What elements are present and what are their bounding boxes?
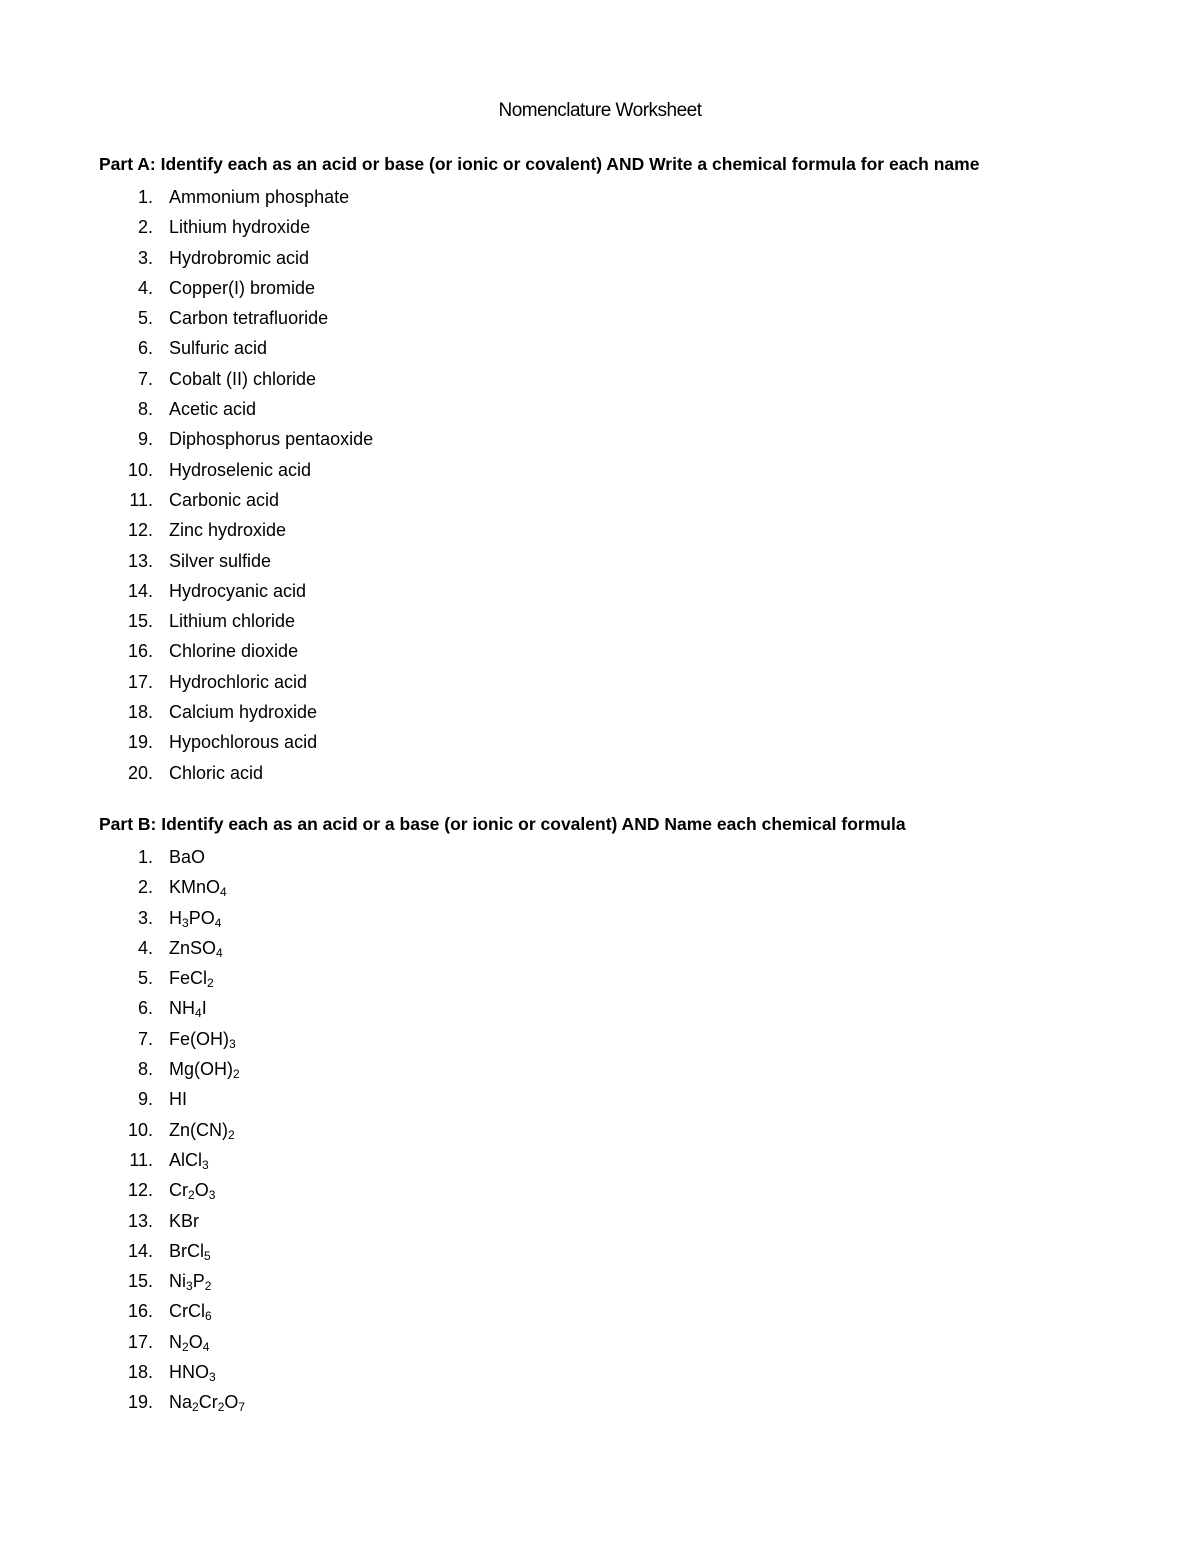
compound-name: Zinc hydroxide <box>169 520 287 541</box>
item-number: 5. <box>137 308 153 329</box>
item-number: 12. <box>127 520 153 541</box>
chemical-formula <box>169 963 214 993</box>
item-number: 20. <box>127 762 153 783</box>
formula-subscript: 6 <box>205 1309 212 1324</box>
formula-segment: FeCl <box>169 968 208 989</box>
item-number: 18. <box>127 702 153 723</box>
formula-subscript: 2 <box>182 1339 189 1354</box>
formula-segment: O <box>224 1392 239 1413</box>
item-number: 4. <box>137 277 153 298</box>
item-number: 3. <box>137 907 153 928</box>
item-number: 9. <box>137 1089 153 1110</box>
compound-name: Chloric acid <box>169 762 264 783</box>
part-a-item <box>0 212 1200 242</box>
item-number: 15. <box>127 1271 153 1292</box>
part-a-item <box>0 243 1200 273</box>
formula-segment: PO <box>188 907 215 928</box>
formula-subscript: 3 <box>186 1279 193 1294</box>
part-a-item <box>0 758 1200 788</box>
compound-name: Sulfuric acid <box>169 338 268 359</box>
compound-name: Hydroselenic acid <box>169 459 312 480</box>
item-number: 2. <box>137 217 153 238</box>
compound-name: Diphosphorus pentaoxide <box>169 429 374 450</box>
part-b-item <box>0 1266 1200 1296</box>
item-number: 10. <box>127 1119 153 1140</box>
compound-name: Hydrochloric acid <box>169 671 308 692</box>
item-number: 16. <box>127 641 153 662</box>
part-b-item <box>0 1024 1200 1054</box>
formula-segment: CrCl <box>169 1301 205 1322</box>
item-number: 7. <box>137 1028 153 1049</box>
item-number: 16. <box>127 1301 153 1322</box>
chemical-formula <box>169 903 221 933</box>
compound-name: Acetic acid <box>169 399 257 420</box>
chemical-formula <box>169 1084 187 1114</box>
compound-name: Hypochlorous acid <box>169 732 318 753</box>
compound-name: Ammonium phosphate <box>169 187 350 207</box>
item-number: 17. <box>127 1331 153 1352</box>
formula-subscript: 2 <box>188 1188 195 1203</box>
part-b-item <box>0 1054 1200 1084</box>
formula-segment: N <box>169 1331 182 1352</box>
part-b-item <box>0 1236 1200 1266</box>
part-a-heading: Part A: Identify each as an acid or base (or ionic or covalent) AND Write a chemical formula for each name <box>99 154 980 174</box>
chemical-formula <box>169 933 223 963</box>
part-b-item <box>0 872 1200 902</box>
item-number: 19. <box>127 732 153 753</box>
part-b-item <box>0 963 1200 993</box>
item-number: 13. <box>127 550 153 571</box>
formula-segment: BrCl <box>169 1240 204 1261</box>
item-number: 2. <box>137 877 153 898</box>
part-b-item <box>0 933 1200 963</box>
part-a-item <box>0 546 1200 576</box>
compound-name: Carbonic acid <box>169 489 280 510</box>
item-number: 1. <box>137 847 153 867</box>
item-number: 4. <box>137 937 153 958</box>
part-b-item <box>0 1296 1200 1326</box>
formula-subscript: 4 <box>195 1006 202 1021</box>
formula-subscript: 2 <box>217 1400 225 1415</box>
formula-subscript: 2 <box>207 976 214 991</box>
part-a-item <box>0 667 1200 697</box>
compound-name: Calcium hydroxide <box>169 702 318 723</box>
chemical-formula <box>169 842 205 872</box>
item-number: 6. <box>137 338 153 359</box>
part-a-item <box>0 424 1200 454</box>
compound-name: Silver sulfide <box>169 550 272 571</box>
formula-segment: Na <box>169 1392 193 1413</box>
compound-name: Cobalt (II) chloride <box>169 368 317 389</box>
part-b-item <box>0 842 1200 872</box>
item-number: 12. <box>127 1180 153 1201</box>
chemical-formula <box>169 1175 215 1205</box>
chemical-formula <box>169 872 227 902</box>
formula-subscript: 7 <box>238 1400 246 1415</box>
chemical-formula <box>169 1266 211 1296</box>
formula-subscript: 3 <box>208 1188 216 1203</box>
part-b-item <box>0 1145 1200 1175</box>
item-number: 11. <box>129 489 153 510</box>
chemical-formula <box>169 1357 216 1387</box>
compound-name: Copper(I) bromide <box>169 277 316 298</box>
formula-segment: Cr <box>198 1392 218 1413</box>
part-a-item <box>0 333 1200 363</box>
formula-segment: NH <box>169 998 195 1019</box>
formula-subscript: 3 <box>229 1036 236 1051</box>
compound-name: Hydrobromic acid <box>169 247 310 268</box>
item-number: 18. <box>127 1362 153 1383</box>
formula-subscript: 4 <box>214 915 222 930</box>
formula-segment: AlCl <box>169 1149 203 1170</box>
part-b-item <box>0 993 1200 1023</box>
item-number: 3. <box>137 247 153 268</box>
part-a-item <box>0 727 1200 757</box>
item-number: 15. <box>127 611 153 632</box>
compound-name: Lithium chloride <box>169 611 296 632</box>
formula-segment: O <box>188 1331 203 1352</box>
formula-segment: Fe(OH) <box>169 1028 229 1049</box>
item-number: 7. <box>137 368 153 389</box>
chemical-formula <box>169 1206 199 1236</box>
part-b-item <box>0 903 1200 933</box>
formula-segment: O <box>194 1180 209 1201</box>
part-a-item <box>0 364 1200 394</box>
formula-segment: HNO <box>169 1362 209 1383</box>
part-a-item <box>0 182 1200 212</box>
formula-segment: Mg(OH) <box>169 1059 233 1080</box>
part-b-item <box>0 1206 1200 1236</box>
part-b-item <box>0 1175 1200 1205</box>
item-number: 19. <box>127 1392 153 1413</box>
formula-subscript: 4 <box>216 945 223 960</box>
part-b-list <box>0 842 1200 1418</box>
part-a-item <box>0 273 1200 303</box>
formula-subscript: 4 <box>202 1339 210 1354</box>
compound-name: Hydrocyanic acid <box>169 580 307 601</box>
part-b-heading: Part B: Identify each as an acid or a base (or ionic or covalent) AND Name each chemical formula <box>99 814 906 834</box>
page-title: Nomenclature Worksheet <box>498 100 702 121</box>
formula-segment: Cr <box>169 1180 188 1201</box>
compound-name: Chlorine dioxide <box>169 641 299 662</box>
formula-segment: BaO <box>169 847 206 867</box>
chemical-formula <box>169 1115 235 1145</box>
compound-name: Carbon tetrafluoride <box>169 308 329 329</box>
formula-subscript: 3 <box>209 1370 216 1385</box>
item-number: 14. <box>127 1240 153 1261</box>
formula-subscript: 3 <box>182 915 189 930</box>
item-number: 1. <box>137 187 153 207</box>
formula-segment: P <box>192 1271 205 1292</box>
chemical-formula <box>169 993 207 1023</box>
part-a-item <box>0 394 1200 424</box>
item-number: 10. <box>127 459 153 480</box>
item-number: 14. <box>127 580 153 601</box>
item-number: 6. <box>137 998 153 1019</box>
part-a-list <box>0 182 1200 788</box>
chemical-formula <box>169 1054 240 1084</box>
part-a-item <box>0 576 1200 606</box>
part-b-item <box>0 1387 1200 1417</box>
item-number: 17. <box>127 671 153 692</box>
formula-segment: Ni <box>169 1271 186 1292</box>
part-a-item <box>0 485 1200 515</box>
part-a-item <box>0 303 1200 333</box>
formula-subscript: 5 <box>204 1248 211 1263</box>
formula-subscript: 2 <box>228 1127 235 1142</box>
part-b-item <box>0 1084 1200 1114</box>
chemical-formula <box>169 1145 209 1175</box>
part-a-item <box>0 697 1200 727</box>
formula-segment: I <box>201 998 207 1019</box>
item-number: 13. <box>127 1210 153 1231</box>
part-a-item <box>0 636 1200 666</box>
item-number: 8. <box>137 1059 153 1080</box>
formula-segment: HI <box>169 1089 187 1110</box>
item-number: 8. <box>137 399 153 420</box>
formula-subscript: 2 <box>204 1279 212 1294</box>
formula-segment: KMnO <box>169 877 221 898</box>
chemical-formula <box>169 1327 209 1357</box>
formula-subscript: 3 <box>202 1157 209 1172</box>
formula-subscript: 4 <box>220 885 227 900</box>
formula-segment: H <box>169 907 182 928</box>
formula-subscript: 2 <box>233 1067 240 1082</box>
formula-segment: ZnSO <box>169 937 217 958</box>
compound-name: Lithium hydroxide <box>169 217 311 238</box>
item-number: 9. <box>137 429 153 450</box>
formula-segment: KBr <box>169 1210 200 1231</box>
part-b-item <box>0 1357 1200 1387</box>
part-a-item <box>0 515 1200 545</box>
item-number: 5. <box>137 968 153 989</box>
part-a-item <box>0 606 1200 636</box>
part-b-item <box>0 1327 1200 1357</box>
part-a-item <box>0 455 1200 485</box>
item-number: 11. <box>129 1149 153 1170</box>
chemical-formula <box>169 1387 245 1417</box>
formula-segment: Zn(CN) <box>169 1119 228 1140</box>
chemical-formula <box>169 1024 236 1054</box>
chemical-formula <box>169 1296 212 1326</box>
chemical-formula <box>169 1236 211 1266</box>
part-b-item <box>0 1115 1200 1145</box>
formula-subscript: 2 <box>192 1400 199 1415</box>
